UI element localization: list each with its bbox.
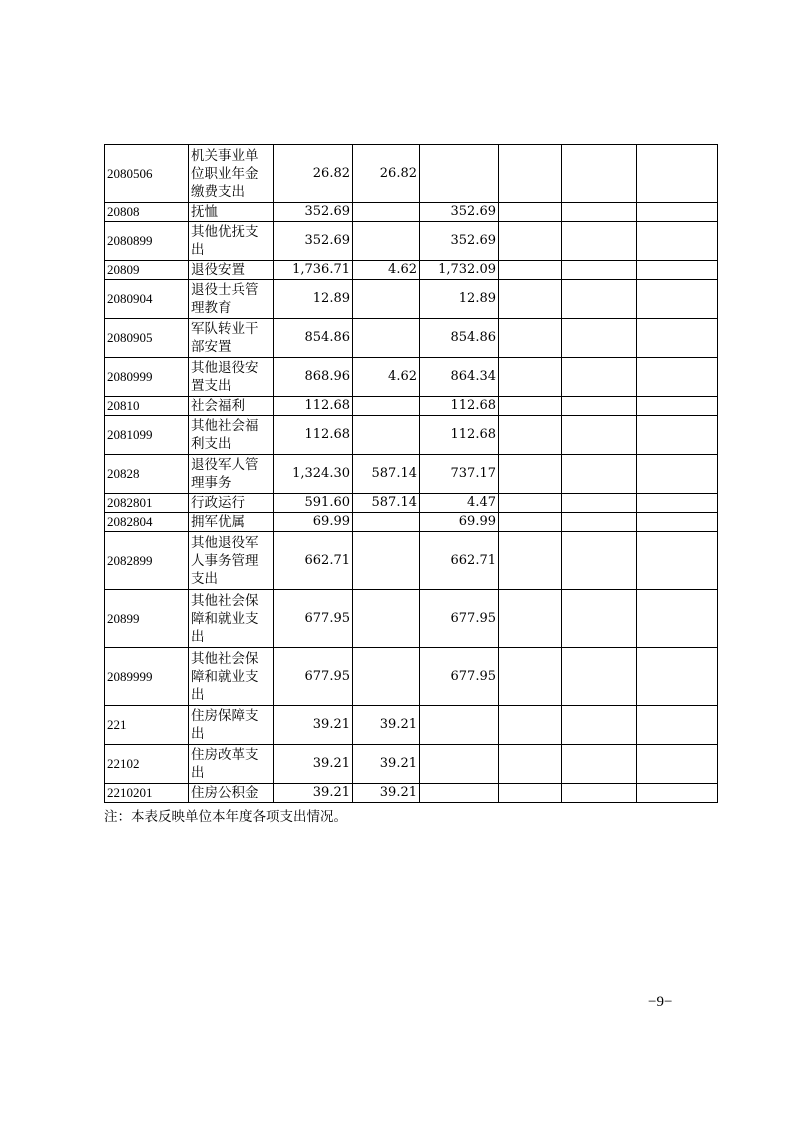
column-7-cell: [637, 513, 718, 532]
project-expenditure-cell: [420, 745, 499, 784]
total-amount-cell: 12.89: [274, 280, 353, 319]
column-7-cell: [637, 358, 718, 397]
item-name-cell: 机关事业单位职业年金缴费支出: [189, 145, 274, 203]
column-6-cell: [562, 513, 637, 532]
column-6-cell: [562, 706, 637, 745]
column-7-cell: [637, 648, 718, 706]
total-amount-cell: 1,736.71: [274, 261, 353, 280]
project-expenditure-cell: [420, 706, 499, 745]
table-row: [105, 145, 718, 203]
total-amount-cell: 591.60: [274, 494, 353, 513]
account-code-cell: 2080905: [105, 319, 189, 358]
account-code-cell: 2082801: [105, 494, 189, 513]
basic-expenditure-cell: [353, 590, 420, 648]
basic-expenditure-cell: 587.14: [353, 455, 420, 494]
total-amount-cell: 352.69: [274, 222, 353, 261]
basic-expenditure-cell: 26.82: [353, 145, 420, 203]
table-row: [105, 513, 718, 532]
item-name-cell: 退役士兵管理教育: [189, 280, 274, 319]
account-code-cell: 2080904: [105, 280, 189, 319]
column-7-cell: [637, 222, 718, 261]
item-name-cell: 其他社会保障和就业支出: [189, 590, 274, 648]
table-row: [105, 648, 718, 706]
total-amount-cell: 112.68: [274, 416, 353, 455]
basic-expenditure-cell: 39.21: [353, 706, 420, 745]
column-6-cell: [562, 319, 637, 358]
basic-expenditure-cell: [353, 280, 420, 319]
basic-expenditure-cell: 39.21: [353, 745, 420, 784]
basic-expenditure-cell: [353, 203, 420, 222]
basic-expenditure-cell: [353, 513, 420, 532]
project-expenditure-cell: [420, 784, 499, 803]
total-amount-cell: 1,324.30: [274, 455, 353, 494]
table-row: [105, 745, 718, 784]
basic-expenditure-cell: [353, 648, 420, 706]
page-number: −9−: [648, 994, 673, 1010]
table-row: [105, 416, 718, 455]
column-6-cell: [562, 280, 637, 319]
account-code-cell: 221: [105, 706, 189, 745]
column-6-cell: [562, 416, 637, 455]
table-row: [105, 590, 718, 648]
column-6-cell: [562, 222, 637, 261]
table-row: [105, 397, 718, 416]
column-6-cell: [562, 261, 637, 280]
item-name-cell: 其他退役军人事务管理支出: [189, 532, 274, 590]
column-6-cell: [562, 532, 637, 590]
column-6-cell: [562, 455, 637, 494]
column-7-cell: [637, 745, 718, 784]
table-row: [105, 280, 718, 319]
column-5-cell: [499, 358, 562, 397]
column-7-cell: [637, 532, 718, 590]
project-expenditure-cell: 737.17: [420, 455, 499, 494]
table-row: [105, 222, 718, 261]
column-5-cell: [499, 261, 562, 280]
expenditure-table: [104, 144, 718, 803]
project-expenditure-cell: [420, 145, 499, 203]
column-7-cell: [637, 397, 718, 416]
project-expenditure-cell: 112.68: [420, 416, 499, 455]
item-name-cell: 行政运行: [189, 494, 274, 513]
project-expenditure-cell: 1,732.09: [420, 261, 499, 280]
total-amount-cell: 69.99: [274, 513, 353, 532]
table-row: [105, 358, 718, 397]
column-5-cell: [499, 745, 562, 784]
column-6-cell: [562, 145, 637, 203]
column-5-cell: [499, 513, 562, 532]
account-code-cell: 20808: [105, 203, 189, 222]
column-6-cell: [562, 397, 637, 416]
basic-expenditure-cell: 587.14: [353, 494, 420, 513]
account-code-cell: 2080899: [105, 222, 189, 261]
account-code-cell: 20828: [105, 455, 189, 494]
item-name-cell: 军队转业干部安置: [189, 319, 274, 358]
column-6-cell: [562, 745, 637, 784]
project-expenditure-cell: 352.69: [420, 222, 499, 261]
account-code-cell: 2080999: [105, 358, 189, 397]
column-7-cell: [637, 280, 718, 319]
account-code-cell: 2210201: [105, 784, 189, 803]
table-row: [105, 319, 718, 358]
account-code-cell: 22102: [105, 745, 189, 784]
account-code-cell: 2081099: [105, 416, 189, 455]
column-5-cell: [499, 222, 562, 261]
table-row: [105, 784, 718, 803]
project-expenditure-cell: 677.95: [420, 648, 499, 706]
item-name-cell: 住房公积金: [189, 784, 274, 803]
column-5-cell: [499, 145, 562, 203]
basic-expenditure-cell: [353, 532, 420, 590]
column-5-cell: [499, 590, 562, 648]
basic-expenditure-cell: [353, 416, 420, 455]
item-name-cell: 住房改革支出: [189, 745, 274, 784]
basic-expenditure-cell: [353, 319, 420, 358]
column-7-cell: [637, 590, 718, 648]
total-amount-cell: 677.95: [274, 590, 353, 648]
item-name-cell: 其他社会福利支出: [189, 416, 274, 455]
total-amount-cell: 39.21: [274, 706, 353, 745]
column-5-cell: [499, 280, 562, 319]
column-5-cell: [499, 532, 562, 590]
column-6-cell: [562, 648, 637, 706]
project-expenditure-cell: 352.69: [420, 203, 499, 222]
column-6-cell: [562, 494, 637, 513]
table-body: [105, 145, 718, 803]
total-amount-cell: 112.68: [274, 397, 353, 416]
total-amount-cell: 677.95: [274, 648, 353, 706]
item-name-cell: 退役军人管理事务: [189, 455, 274, 494]
project-expenditure-cell: 69.99: [420, 513, 499, 532]
column-6-cell: [562, 590, 637, 648]
item-name-cell: 退役安置: [189, 261, 274, 280]
project-expenditure-cell: 112.68: [420, 397, 499, 416]
item-name-cell: 住房保障支出: [189, 706, 274, 745]
column-5-cell: [499, 494, 562, 513]
account-code-cell: 20899: [105, 590, 189, 648]
column-7-cell: [637, 455, 718, 494]
column-6-cell: [562, 784, 637, 803]
account-code-cell: 2089999: [105, 648, 189, 706]
column-5-cell: [499, 319, 562, 358]
project-expenditure-cell: 662.71: [420, 532, 499, 590]
column-5-cell: [499, 416, 562, 455]
table-row: [105, 494, 718, 513]
total-amount-cell: 39.21: [274, 745, 353, 784]
table-row: [105, 455, 718, 494]
table-note: 注：本表反映单位本年度各项支出情况。: [104, 809, 347, 825]
account-code-cell: 2080506: [105, 145, 189, 203]
column-5-cell: [499, 203, 562, 222]
basic-expenditure-cell: 39.21: [353, 784, 420, 803]
basic-expenditure-cell: 4.62: [353, 261, 420, 280]
item-name-cell: 社会福利: [189, 397, 274, 416]
table-row: [105, 532, 718, 590]
column-7-cell: [637, 706, 718, 745]
item-name-cell: 其他退役安置支出: [189, 358, 274, 397]
column-6-cell: [562, 203, 637, 222]
total-amount-cell: 868.96: [274, 358, 353, 397]
item-name-cell: 抚恤: [189, 203, 274, 222]
account-code-cell: 20809: [105, 261, 189, 280]
item-name-cell: 其他优抚支出: [189, 222, 274, 261]
column-7-cell: [637, 784, 718, 803]
column-7-cell: [637, 319, 718, 358]
column-5-cell: [499, 706, 562, 745]
total-amount-cell: 352.69: [274, 203, 353, 222]
table-row: [105, 261, 718, 280]
project-expenditure-cell: 12.89: [420, 280, 499, 319]
column-5-cell: [499, 397, 562, 416]
total-amount-cell: 39.21: [274, 784, 353, 803]
column-6-cell: [562, 358, 637, 397]
column-7-cell: [637, 416, 718, 455]
project-expenditure-cell: 864.34: [420, 358, 499, 397]
column-5-cell: [499, 784, 562, 803]
total-amount-cell: 662.71: [274, 532, 353, 590]
column-5-cell: [499, 455, 562, 494]
item-name-cell: 其他社会保障和就业支出: [189, 648, 274, 706]
total-amount-cell: 26.82: [274, 145, 353, 203]
item-name-cell: 拥军优属: [189, 513, 274, 532]
project-expenditure-cell: 4.47: [420, 494, 499, 513]
basic-expenditure-cell: [353, 397, 420, 416]
project-expenditure-cell: 854.86: [420, 319, 499, 358]
column-5-cell: [499, 648, 562, 706]
account-code-cell: 2082804: [105, 513, 189, 532]
project-expenditure-cell: 677.95: [420, 590, 499, 648]
table-row: [105, 706, 718, 745]
table-row: [105, 203, 718, 222]
column-7-cell: [637, 145, 718, 203]
basic-expenditure-cell: 4.62: [353, 358, 420, 397]
basic-expenditure-cell: [353, 222, 420, 261]
account-code-cell: 2082899: [105, 532, 189, 590]
total-amount-cell: 854.86: [274, 319, 353, 358]
column-7-cell: [637, 203, 718, 222]
account-code-cell: 20810: [105, 397, 189, 416]
column-7-cell: [637, 261, 718, 280]
column-7-cell: [637, 494, 718, 513]
